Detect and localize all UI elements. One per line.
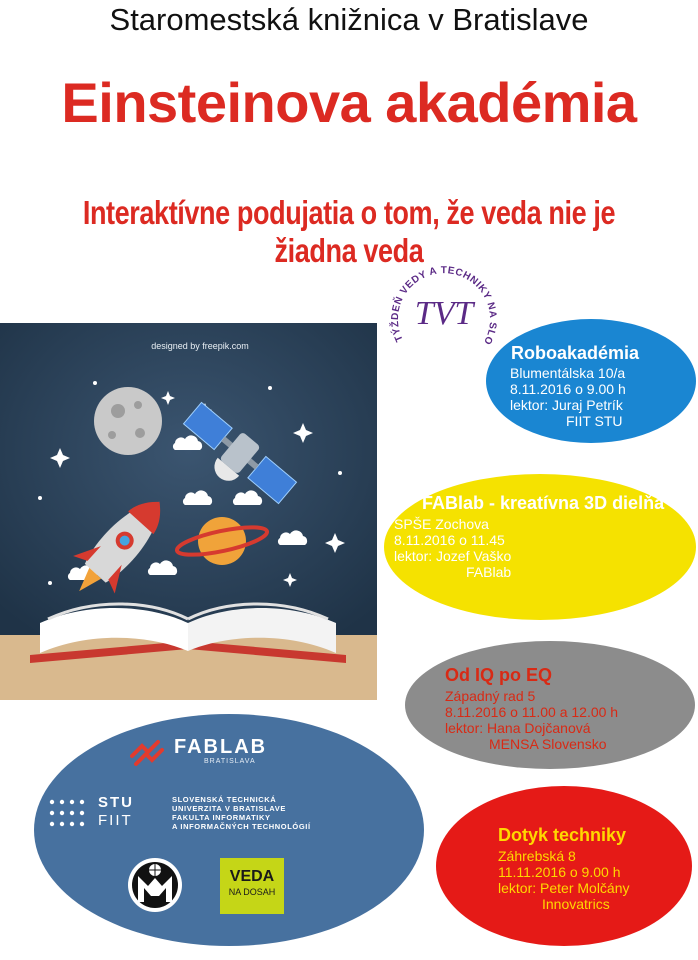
poster-title: Einsteinova akadémia [61, 71, 637, 134]
illustration [0, 323, 377, 700]
fablab-name: FABLAB [174, 736, 268, 758]
tvt-badge [383, 248, 505, 370]
event-location: Blumentálska 10/a [510, 365, 626, 381]
event-datetime: 8.11.2016 o 9.00 h [510, 381, 626, 397]
event-datetime: 8.11.2016 o 11.45 [394, 532, 505, 548]
tvt-logo: TVT [414, 295, 474, 332]
event-location: SPŠE Zochova [394, 516, 489, 532]
event-location: Záhrebská 8 [498, 848, 576, 864]
poster-subtitle: Interaktívne podujatia o tom, že veda nie je žiadna veda [82, 194, 616, 269]
event-dotyk-techniky [436, 786, 692, 946]
event-lecturer: lektor: Juraj Petrík [510, 397, 623, 413]
mensa-logo [126, 856, 184, 914]
fablab-city: BRATISLAVA [204, 758, 256, 765]
image-credit: designed by freepik.com [151, 341, 249, 351]
event-lecturer: lektor: Peter Molčány [498, 880, 630, 896]
event-organization: Innovatrics [542, 896, 610, 912]
event-title: Roboakadémia [511, 343, 640, 363]
event-lecturer: lektor: Hana Dojčanová [445, 720, 591, 736]
event-od-iq-po-eq [405, 641, 695, 769]
event-organization: FABlab [466, 564, 512, 580]
event-title: Dotyk techniky [498, 825, 627, 845]
institution-name: Staromestská knižnica v Bratislave [109, 2, 589, 37]
event-organization: FIIT STU [566, 413, 623, 429]
partners-panel [34, 714, 424, 946]
event-fablab [384, 474, 696, 620]
fablab-icon [130, 738, 164, 766]
fiit-short: FIIT [98, 812, 133, 829]
mensa-icon [126, 856, 184, 914]
veda-na-dosah-logo [220, 858, 284, 914]
stu-short: STU [98, 794, 134, 811]
fablab-logo [130, 736, 350, 770]
stu-fiit-logo [48, 792, 388, 852]
stu-full-name: SLOVENSKÁ TECHNICKÁ UNIVERZITA V BRATISLAVE FAKULTA INFORMATIKY A INFORMAČNÝCH TECHNOLÓGIÍ [172, 795, 311, 831]
event-title: Od IQ po EQ [445, 665, 552, 685]
stu-dots-icon [48, 798, 92, 828]
event-datetime: 11.11.2016 o 9.00 h [498, 864, 621, 880]
tvt-badge-text: TÝŽDEŇ VEDY A TECHNIKY NA SLO [389, 265, 499, 347]
event-roboakademia [486, 319, 696, 443]
event-location: Západný rad 5 [445, 688, 536, 704]
event-organization: MENSA Slovensko [489, 736, 607, 752]
moon-icon [94, 387, 162, 455]
event-title: FABlab - kreatívna 3D dielňa [422, 493, 665, 513]
event-lecturer: lektor: Jozef Vaško [394, 548, 512, 564]
na-dosah-label: NA DOSAH [228, 887, 276, 897]
event-datetime: 8.11.2016 o 11.00 a 12.00 h [445, 704, 619, 720]
veda-label: VEDA [229, 868, 275, 885]
